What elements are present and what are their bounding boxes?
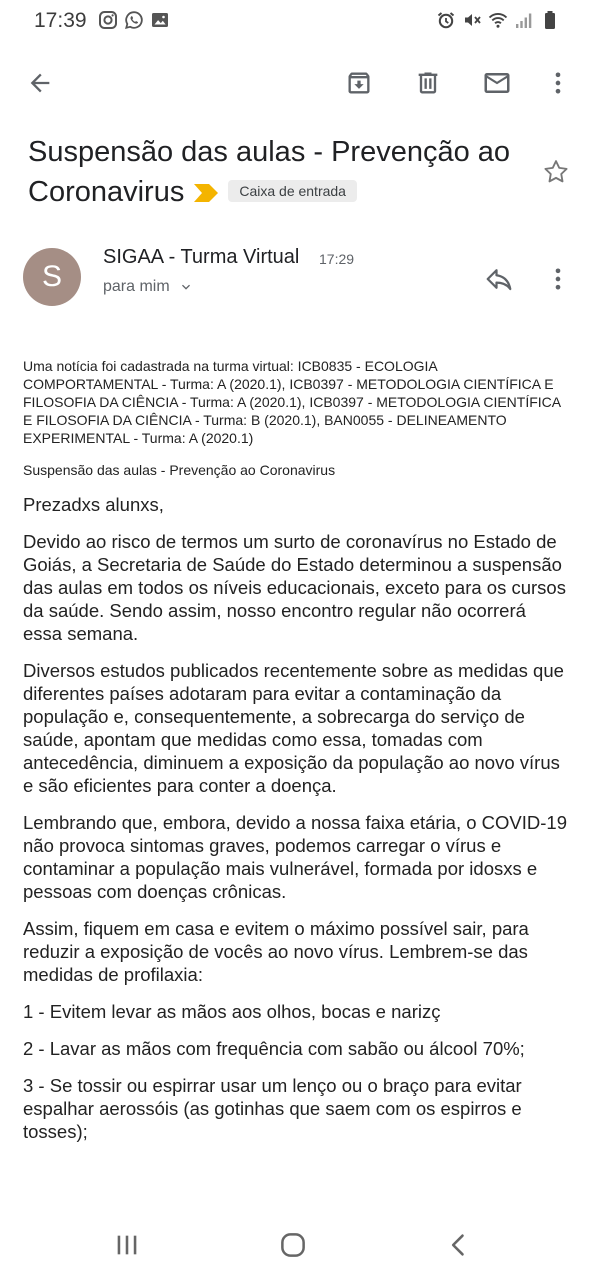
body-paragraph: Lembrando que, embora, devido a nossa faixa etária, o COVID-19 não provoca sintomas graves, podemos carregar o vírus e contaminar a população mais vulnerável, formada por idosxs e pessoas com doenças crônicas. — [23, 812, 568, 902]
sender-name[interactable]: SIGAA - Turma Virtual — [103, 246, 300, 268]
status-time: 17:39 — [34, 9, 87, 32]
more-options-button[interactable] — [534, 52, 582, 114]
message-more-button[interactable] — [540, 258, 576, 300]
archive-button[interactable] — [335, 52, 383, 114]
alarm-icon — [436, 10, 456, 30]
reply-button[interactable] — [478, 258, 520, 300]
notice-text: Uma notícia foi cadastrada na turma virtual: ICB0835 - ECOLOGIA COMPORTAMENTAL - Turma: A (2020.1), ICB0397 - METODOLOGIA CIENTÍFICA E FILOSOFIA DA CIÊNCIA - Turma: A (2020.1), ICB0397 - METODOLOGIA CIENTÍFICA E FILOSOFIA DA CIÊNCIA - Turma: B (2020.1), BAN0055 - DELINEAMENTO EXPERIMENTAL - Turma: A (2020.1) — [23, 358, 561, 446]
inbox-label-chip[interactable]: Caixa de entrada — [228, 180, 357, 202]
chevron-down-icon — [178, 279, 194, 295]
sender-avatar[interactable]: S — [23, 248, 81, 306]
mark-unread-icon — [482, 68, 512, 98]
battery-icon — [540, 10, 560, 30]
importance-marker-icon[interactable] — [194, 173, 218, 213]
delete-icon — [414, 69, 442, 97]
body-subject-line: Suspensão das aulas - Prevenção ao Coronavirus — [23, 462, 336, 478]
back-icon — [445, 1231, 473, 1259]
app-bar — [0, 52, 590, 114]
system-icons — [436, 10, 560, 30]
recipients-toggle[interactable] — [103, 278, 194, 296]
more-vert-icon — [544, 265, 572, 293]
recent-apps-button[interactable] — [92, 1220, 162, 1270]
wifi-icon — [488, 10, 508, 30]
notification-icons — [98, 10, 170, 30]
star-outline-icon — [541, 157, 571, 187]
subject-text: Suspensão das aulas - Prevenção ao Coronavirus — [28, 136, 511, 208]
body-paragraph: Assim, fiquem em casa e evitem o máximo possível sair, para reduzir a exposição de vocês ao novo vírus. Lembrem-se das medidas de profilaxia: — [23, 918, 529, 985]
back-button[interactable] — [16, 52, 64, 114]
body-paragraph: Prezadxs alunxs, — [23, 494, 164, 515]
recent-apps-icon — [113, 1231, 141, 1259]
email-subject — [28, 132, 528, 213]
nav-back-button[interactable] — [424, 1220, 494, 1270]
recipients-label: para mim — [103, 278, 170, 295]
body-paragraph: Devido ao risco de termos um surto de coronavírus no Estado de Goiás, a Secretaria de Saúde do Estado determinou a suspensão das aulas em todos os níveis educacionais, exceto para os cursos da saúde. Sendo assim, nosso encontro regular não ocorrerá essa semana. — [23, 531, 566, 644]
sent-time: 17:29 — [319, 251, 355, 267]
home-button[interactable] — [258, 1220, 328, 1270]
home-icon — [278, 1230, 308, 1260]
more-vert-icon — [544, 69, 572, 97]
gallery-icon — [150, 10, 170, 30]
star-button[interactable] — [536, 150, 576, 194]
email-body — [23, 357, 569, 1212]
body-paragraph: 3 - Se tossir ou espirrar usar um lenço ou o braço para evitar espalhar aerossóis (as gotinhas que saem com os espirros e tosses); — [23, 1075, 522, 1142]
body-paragraph: 2 - Lavar as mãos com frequência com sabão ou álcool 70%; — [23, 1038, 525, 1059]
mark-unread-button[interactable] — [473, 52, 521, 114]
navigation-bar — [0, 1212, 590, 1280]
body-paragraph: 1 - Evitem levar as mãos aos olhos, bocas e narizç — [23, 1001, 441, 1022]
status-bar — [0, 0, 590, 42]
instagram-icon — [98, 10, 118, 30]
whatsapp-icon — [124, 10, 144, 30]
reply-icon — [484, 264, 514, 294]
delete-button[interactable] — [404, 52, 452, 114]
back-arrow-icon — [26, 69, 54, 97]
body-paragraph: Diversos estudos publicados recentemente sobre as medidas que diferentes países adotaram para evitar a contaminação da população e, consequentemente, a sobrecarga do serviço de saúde, apontam que medidas como essa, tomadas com antecedência, diminuem a exposição da população ao novo vírus e são eficientes para conter a doença. — [23, 660, 564, 796]
mute-icon — [462, 10, 482, 30]
archive-icon — [345, 69, 373, 97]
signal-icon — [514, 10, 534, 30]
